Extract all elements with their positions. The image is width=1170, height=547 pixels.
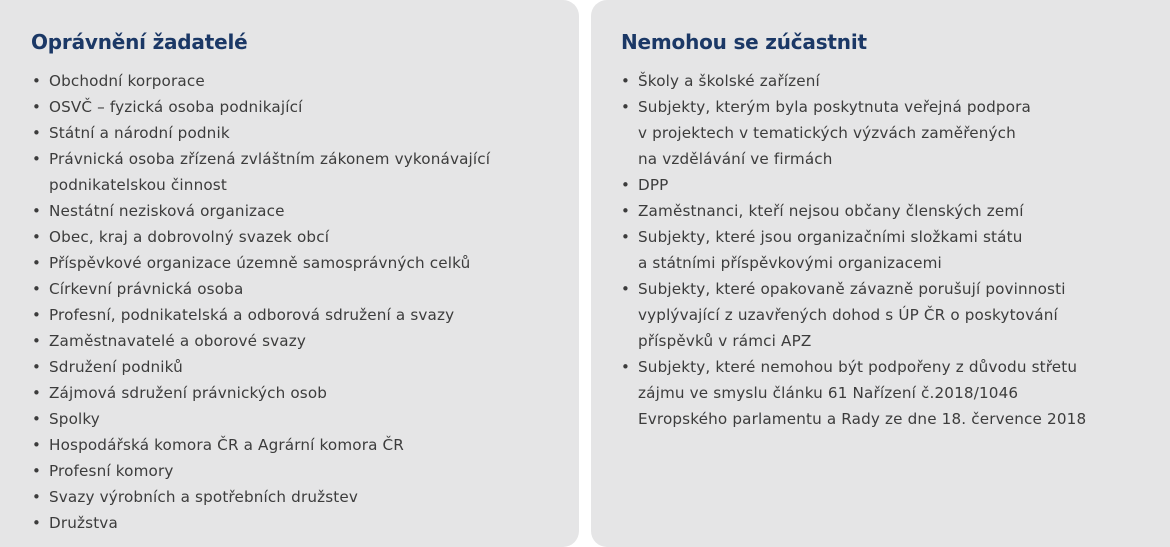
list-item-text: Profesní komory [49, 462, 174, 480]
bullet-icon: • [621, 280, 630, 298]
list-item-text: Zájmová sdružení právnických osob [49, 384, 328, 402]
list-item [0, 328, 579, 354]
list-item [591, 172, 1170, 198]
list-item-text: příspěvků v rámci APZ [638, 332, 812, 350]
list-item-text: podnikatelskou činnost [49, 176, 227, 194]
list-item-text: Subjekty, které jsou organizačními složkami státu [638, 228, 1023, 246]
bullet-icon: • [621, 176, 630, 194]
list-item [0, 68, 579, 94]
list-item [591, 68, 1170, 94]
bullet-icon: • [32, 306, 41, 324]
list-item-text: Zaměstnanci, kteří nejsou občany členských zemí [638, 202, 1024, 220]
list-item [0, 380, 579, 406]
list-item-text: zájmu ve smyslu článku 61 Nařízení č.2018/1046 [638, 384, 1019, 402]
list-item-text: Školy a školské zařízení [638, 72, 820, 90]
list-item-text: OSVČ – fyzická osoba podnikající [49, 98, 303, 116]
bullet-icon: • [32, 514, 41, 532]
list-item [0, 120, 579, 146]
list-item [591, 276, 1170, 354]
list-item [591, 94, 1170, 172]
list-item-text: Nestátní nezisková organizace [49, 202, 285, 220]
list-item [591, 224, 1170, 276]
list-item-text: Subjekty, kterým byla poskytnuta veřejná podpora [638, 98, 1031, 116]
list-item-text: Státní a národní podnik [49, 124, 230, 142]
bullet-icon: • [621, 72, 630, 90]
bullet-icon: • [32, 124, 41, 142]
bullet-icon: • [621, 358, 630, 376]
bullet-icon: • [32, 98, 41, 116]
list-item-text: Svazy výrobních a spotřebních družstev [49, 488, 359, 506]
bullet-icon: • [32, 228, 41, 246]
bullet-icon: • [32, 410, 41, 428]
bullet-icon: • [32, 332, 41, 350]
list-item-text: Obchodní korporace [49, 72, 205, 90]
bullet-icon: • [32, 384, 41, 402]
list-item-text: na vzdělávání ve firmách [638, 150, 833, 168]
list-item [0, 458, 579, 484]
list-item [0, 354, 579, 380]
list-item [0, 250, 579, 276]
list-item-text: Evropského parlamentu a Rady ze dne 18. července 2018 [638, 410, 1087, 428]
list-item [0, 432, 579, 458]
eligible-applicants-title: Oprávnění žadatelé [31, 30, 248, 54]
bullet-icon: • [32, 72, 41, 90]
list-item-text: Církevní právnická osoba [49, 280, 244, 298]
list-item-text: Hospodářská komora ČR a Agrární komora ČR [49, 436, 405, 454]
list-item-text: v projektech v tematických výzvách zaměřených [638, 124, 1016, 142]
list-item-text: Obec, kraj a dobrovolný svazek obcí [49, 228, 330, 246]
list-item-text: Právnická osoba zřízená zvláštním zákonem vykonávající [49, 150, 491, 168]
bullet-icon: • [32, 488, 41, 506]
list-item-text: vyplývající z uzavřených dohod s ÚP ČR o poskytování [638, 306, 1058, 324]
bullet-icon: • [32, 358, 41, 376]
list-item-text: Subjekty, které opakovaně závazně porušují povinnosti [638, 280, 1066, 298]
list-item [591, 354, 1170, 432]
bullet-icon: • [32, 254, 41, 272]
list-item [0, 510, 579, 536]
list-item [591, 198, 1170, 224]
list-item [0, 484, 579, 510]
list-item [0, 406, 579, 432]
eligible-applicants-list [0, 68, 579, 536]
list-item [0, 276, 579, 302]
bullet-icon: • [32, 462, 41, 480]
list-item-text: Příspěvkové organizace územně samosprávných celků [49, 254, 471, 272]
list-item [0, 198, 579, 224]
excluded-applicants-panel [591, 0, 1170, 547]
list-item-text: Sdružení podniků [49, 358, 183, 376]
list-item-text: DPP [638, 176, 669, 194]
list-item-text: Profesní, podnikatelská a odborová sdružení a svazy [49, 306, 455, 324]
bullet-icon: • [621, 202, 630, 220]
list-item-text: Zaměstnavatelé a oborové svazy [49, 332, 307, 350]
list-item [0, 146, 579, 198]
excluded-applicants-title: Nemohou se zúčastnit [621, 30, 867, 54]
excluded-applicants-list [591, 68, 1170, 432]
list-item-text: a státními příspěvkovými organizacemi [638, 254, 942, 272]
bullet-icon: • [32, 436, 41, 454]
list-item [0, 302, 579, 328]
list-item-text: Spolky [49, 410, 100, 428]
eligible-applicants-panel [0, 0, 579, 547]
bullet-icon: • [621, 98, 630, 116]
list-item-text: Družstva [49, 514, 118, 532]
bullet-icon: • [32, 150, 41, 168]
bullet-icon: • [32, 202, 41, 220]
list-item-text: Subjekty, které nemohou být podpořeny z důvodu střetu [638, 358, 1078, 376]
bullet-icon: • [621, 228, 630, 246]
bullet-icon: • [32, 280, 41, 298]
list-item [0, 224, 579, 250]
list-item [0, 94, 579, 120]
